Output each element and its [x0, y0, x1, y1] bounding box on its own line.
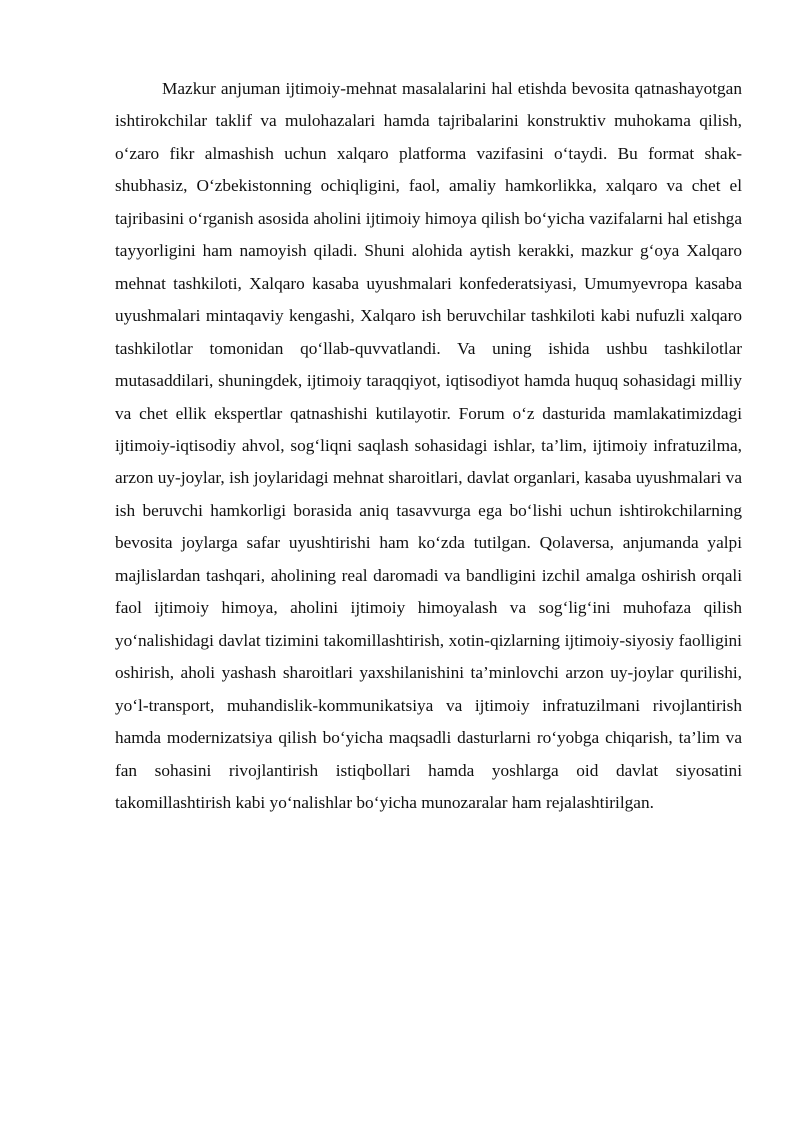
body-paragraph: Mazkur anjuman ijtimoiy-mehnat masalalarini hal etishda bevosita qatnashayotgan ishtirokchilar taklif va mulohazalari hamda tajribalarini konstruktiv muhokama qilish, o‘zaro fikr almashish uchun xalqaro platforma vazifasini o‘taydi. Bu format shak-shubhasiz, O‘zbekistonning ochiqligini, faol, amaliy hamkorlikka, xalqaro va chet el tajribasini o‘rganish asosida aholini ijtimoiy himoya qilish bo‘yicha vazifalarni hal etishga tayyorligini ham namoyish qiladi. Shuni alohida aytish kerakki, mazkur g‘oya Xalqaro mehnat tashkiloti, Xalqaro kasaba uyushmalari konfederatsiyasi, Umumyevropa kasaba uyushmalari mintaqaviy kengashi, Xalqaro ish beruvchilar tashkiloti kabi nufuzli xalqaro tashkilotlar tomonidan qo‘llab-quvvatlandi. Va uning ishida ushbu tashkilotlar mutasaddilari, shuningdek, ijtimoiy taraqqiyot, iqtisodiyot hamda huquq sohasidagi milliy va chet ellik ekspertlar qatnashishi kutilayotir. Forum o‘z dasturida mamlakatimizdagi ijtimoiy-iqtisodiy ahvol, sog‘liqni saqlash sohasidagi ishlar, ta’lim, ijtimoiy infratuzilma, arzon uy-joylar, ish joylaridagi mehnat sharoitlari, davlat organlari, kasaba uyushmalari va ish beruvchi hamkorligi borasida aniq tasavvurga ega bo‘lishi uchun ishtirokchilarning bevosita joylarga safar uyushtirishi ham ko‘zda tutilgan. Qolaversa, anjumanda yalpi majlislardan tashqari, aholining real daromadi va bandligini izchil amalga oshirish orqali faol ijtimoiy himoya, aholini ijtimoiy himoyalash va sog‘lig‘ini muhofaza qilish yo‘nalishidagi davlat tizimini takomillashtirish, xotin-qizlarning ijtimoiy-siyosiy faolligini oshirish, aholi yashash sharoitlari yaxshilanishini ta’minlovchi arzon uy-joylar qurilishi, yo‘l-transport, muhandislik-kommunikatsiya va ijtimoiy infratuzilmani rivojlantirish hamda modernizatsiya qilish bo‘yicha maqsadli dasturlarni ro‘yobga chiqarish, ta’lim va fan sohasini rivojlantirish istiqbollari hamda yoshlarga oid davlat siyosatini takomillashtirish kabi yo‘nalishlar bo‘yicha munozaralar ham rejalashtirilgan.: [115, 79, 742, 812]
